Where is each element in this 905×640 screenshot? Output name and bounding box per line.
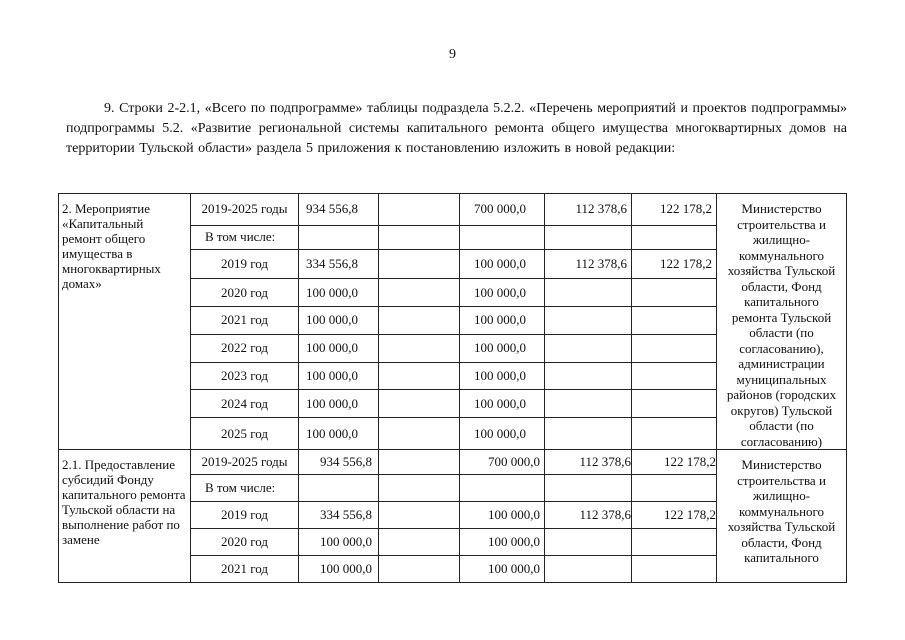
local-budget-cell bbox=[545, 529, 632, 556]
total-amount-cell bbox=[299, 225, 379, 249]
federal-budget-cell bbox=[379, 225, 460, 249]
total-amount-cell: 934 556,8 bbox=[299, 194, 379, 226]
federal-budget-cell bbox=[379, 502, 460, 529]
period-cell: 2020 год bbox=[191, 279, 299, 307]
responsible-executor-cell: Министерство строительства и жилищно-коммунального хозяйства Тульской области, Фонд капитального ремонта Тульской области (по согласованию), администрации муниципальных районов (городских округов) Тульской области (по согласованию) bbox=[717, 194, 847, 450]
regional-budget-cell: 100 000,0 bbox=[460, 307, 545, 335]
period-cell: В том числе: bbox=[191, 475, 299, 502]
federal-budget-cell bbox=[379, 362, 460, 390]
regional-budget-cell: 100 000,0 bbox=[460, 529, 545, 556]
extrabudgetary-cell bbox=[632, 307, 717, 335]
period-cell: 2019 год bbox=[191, 502, 299, 529]
period-cell: 2025 год bbox=[191, 418, 299, 450]
local-budget-cell bbox=[545, 279, 632, 307]
total-amount-cell: 100 000,0 bbox=[299, 362, 379, 390]
extrabudgetary-cell bbox=[632, 225, 717, 249]
period-cell: 2019-2025 годы bbox=[191, 194, 299, 226]
measures-table bbox=[58, 193, 847, 583]
period-cell: 2022 год bbox=[191, 334, 299, 362]
regional-budget-cell: 100 000,0 bbox=[460, 418, 545, 450]
federal-budget-cell bbox=[379, 418, 460, 450]
federal-budget-cell bbox=[379, 334, 460, 362]
extrabudgetary-cell: 122 178,2 bbox=[632, 502, 717, 529]
total-amount-cell: 100 000,0 bbox=[299, 418, 379, 450]
local-budget-cell: 112 378,6 bbox=[545, 502, 632, 529]
extrabudgetary-cell bbox=[632, 556, 717, 583]
federal-budget-cell bbox=[379, 529, 460, 556]
table-row bbox=[59, 194, 847, 226]
regional-budget-cell: 100 000,0 bbox=[460, 249, 545, 279]
total-amount-cell: 934 556,8 bbox=[299, 450, 379, 475]
measure-name-cell: 2. Мероприятие «Капитальный ремонт общего имущества в многоквартирных домах» bbox=[59, 194, 191, 450]
regional-budget-cell bbox=[460, 475, 545, 502]
total-amount-cell bbox=[299, 475, 379, 502]
local-budget-cell bbox=[545, 556, 632, 583]
local-budget-cell bbox=[545, 334, 632, 362]
regional-budget-cell: 100 000,0 bbox=[460, 279, 545, 307]
total-amount-cell: 100 000,0 bbox=[299, 279, 379, 307]
extrabudgetary-cell bbox=[632, 390, 717, 418]
total-amount-cell: 100 000,0 bbox=[299, 334, 379, 362]
local-budget-cell bbox=[545, 225, 632, 249]
extrabudgetary-cell bbox=[632, 362, 717, 390]
federal-budget-cell bbox=[379, 556, 460, 583]
regional-budget-cell: 700 000,0 bbox=[460, 194, 545, 226]
extrabudgetary-cell bbox=[632, 279, 717, 307]
local-budget-cell: 112 378,6 bbox=[545, 249, 632, 279]
local-budget-cell bbox=[545, 307, 632, 335]
federal-budget-cell bbox=[379, 475, 460, 502]
local-budget-cell: 112 378,6 bbox=[545, 450, 632, 475]
total-amount-cell: 100 000,0 bbox=[299, 529, 379, 556]
total-amount-cell: 334 556,8 bbox=[299, 502, 379, 529]
page-number: 9 bbox=[449, 47, 456, 62]
extrabudgetary-cell bbox=[632, 529, 717, 556]
federal-budget-cell bbox=[379, 307, 460, 335]
local-budget-cell: 112 378,6 bbox=[545, 194, 632, 226]
extrabudgetary-cell bbox=[632, 418, 717, 450]
local-budget-cell bbox=[545, 362, 632, 390]
period-cell: 2019-2025 годы bbox=[191, 450, 299, 475]
table-row bbox=[59, 450, 847, 475]
local-budget-cell bbox=[545, 390, 632, 418]
local-budget-cell bbox=[545, 418, 632, 450]
amendment-paragraph: 9. Строки 2-2.1, «Всего по подпрограмме» таблицы подраздела 5.2.2. «Перечень мероприятий и проектов подпрограммы» подпрограммы 5.2. «Развитие региональной системы капитального ремонта общего имущества многоквартирных домов на территории Тульской области» раздела 5 приложения к постановлению изложить в новой редакции: bbox=[66, 101, 847, 156]
total-amount-cell: 334 556,8 bbox=[299, 249, 379, 279]
period-cell: 2020 год bbox=[191, 529, 299, 556]
period-cell: 2021 год bbox=[191, 556, 299, 583]
extrabudgetary-cell bbox=[632, 475, 717, 502]
period-cell: 2024 год bbox=[191, 390, 299, 418]
federal-budget-cell bbox=[379, 194, 460, 226]
federal-budget-cell bbox=[379, 249, 460, 279]
period-cell: 2021 год bbox=[191, 307, 299, 335]
measure-name-cell: 2.1. Предоставление субсидий Фонду капитального ремонта Тульской области на выполнение работ по замене bbox=[59, 450, 191, 583]
regional-budget-cell bbox=[460, 225, 545, 249]
total-amount-cell: 100 000,0 bbox=[299, 390, 379, 418]
extrabudgetary-cell bbox=[632, 334, 717, 362]
total-amount-cell: 100 000,0 bbox=[299, 556, 379, 583]
total-amount-cell: 100 000,0 bbox=[299, 307, 379, 335]
regional-budget-cell: 100 000,0 bbox=[460, 502, 545, 529]
federal-budget-cell bbox=[379, 279, 460, 307]
measures-table-body bbox=[59, 194, 847, 583]
period-cell: 2023 год bbox=[191, 362, 299, 390]
responsible-executor-cell: Министерство строительства и жилищно-коммунального хозяйства Тульской области, Фонд капитального bbox=[717, 450, 847, 583]
period-cell: В том числе: bbox=[191, 225, 299, 249]
regional-budget-cell: 100 000,0 bbox=[460, 390, 545, 418]
federal-budget-cell bbox=[379, 390, 460, 418]
regional-budget-cell: 700 000,0 bbox=[460, 450, 545, 475]
federal-budget-cell bbox=[379, 450, 460, 475]
regional-budget-cell: 100 000,0 bbox=[460, 334, 545, 362]
period-cell: 2019 год bbox=[191, 249, 299, 279]
regional-budget-cell: 100 000,0 bbox=[460, 556, 545, 583]
extrabudgetary-cell: 122 178,2 bbox=[632, 194, 717, 226]
extrabudgetary-cell: 122 178,2 bbox=[632, 450, 717, 475]
extrabudgetary-cell: 122 178,2 bbox=[632, 249, 717, 279]
local-budget-cell bbox=[545, 475, 632, 502]
regional-budget-cell: 100 000,0 bbox=[460, 362, 545, 390]
